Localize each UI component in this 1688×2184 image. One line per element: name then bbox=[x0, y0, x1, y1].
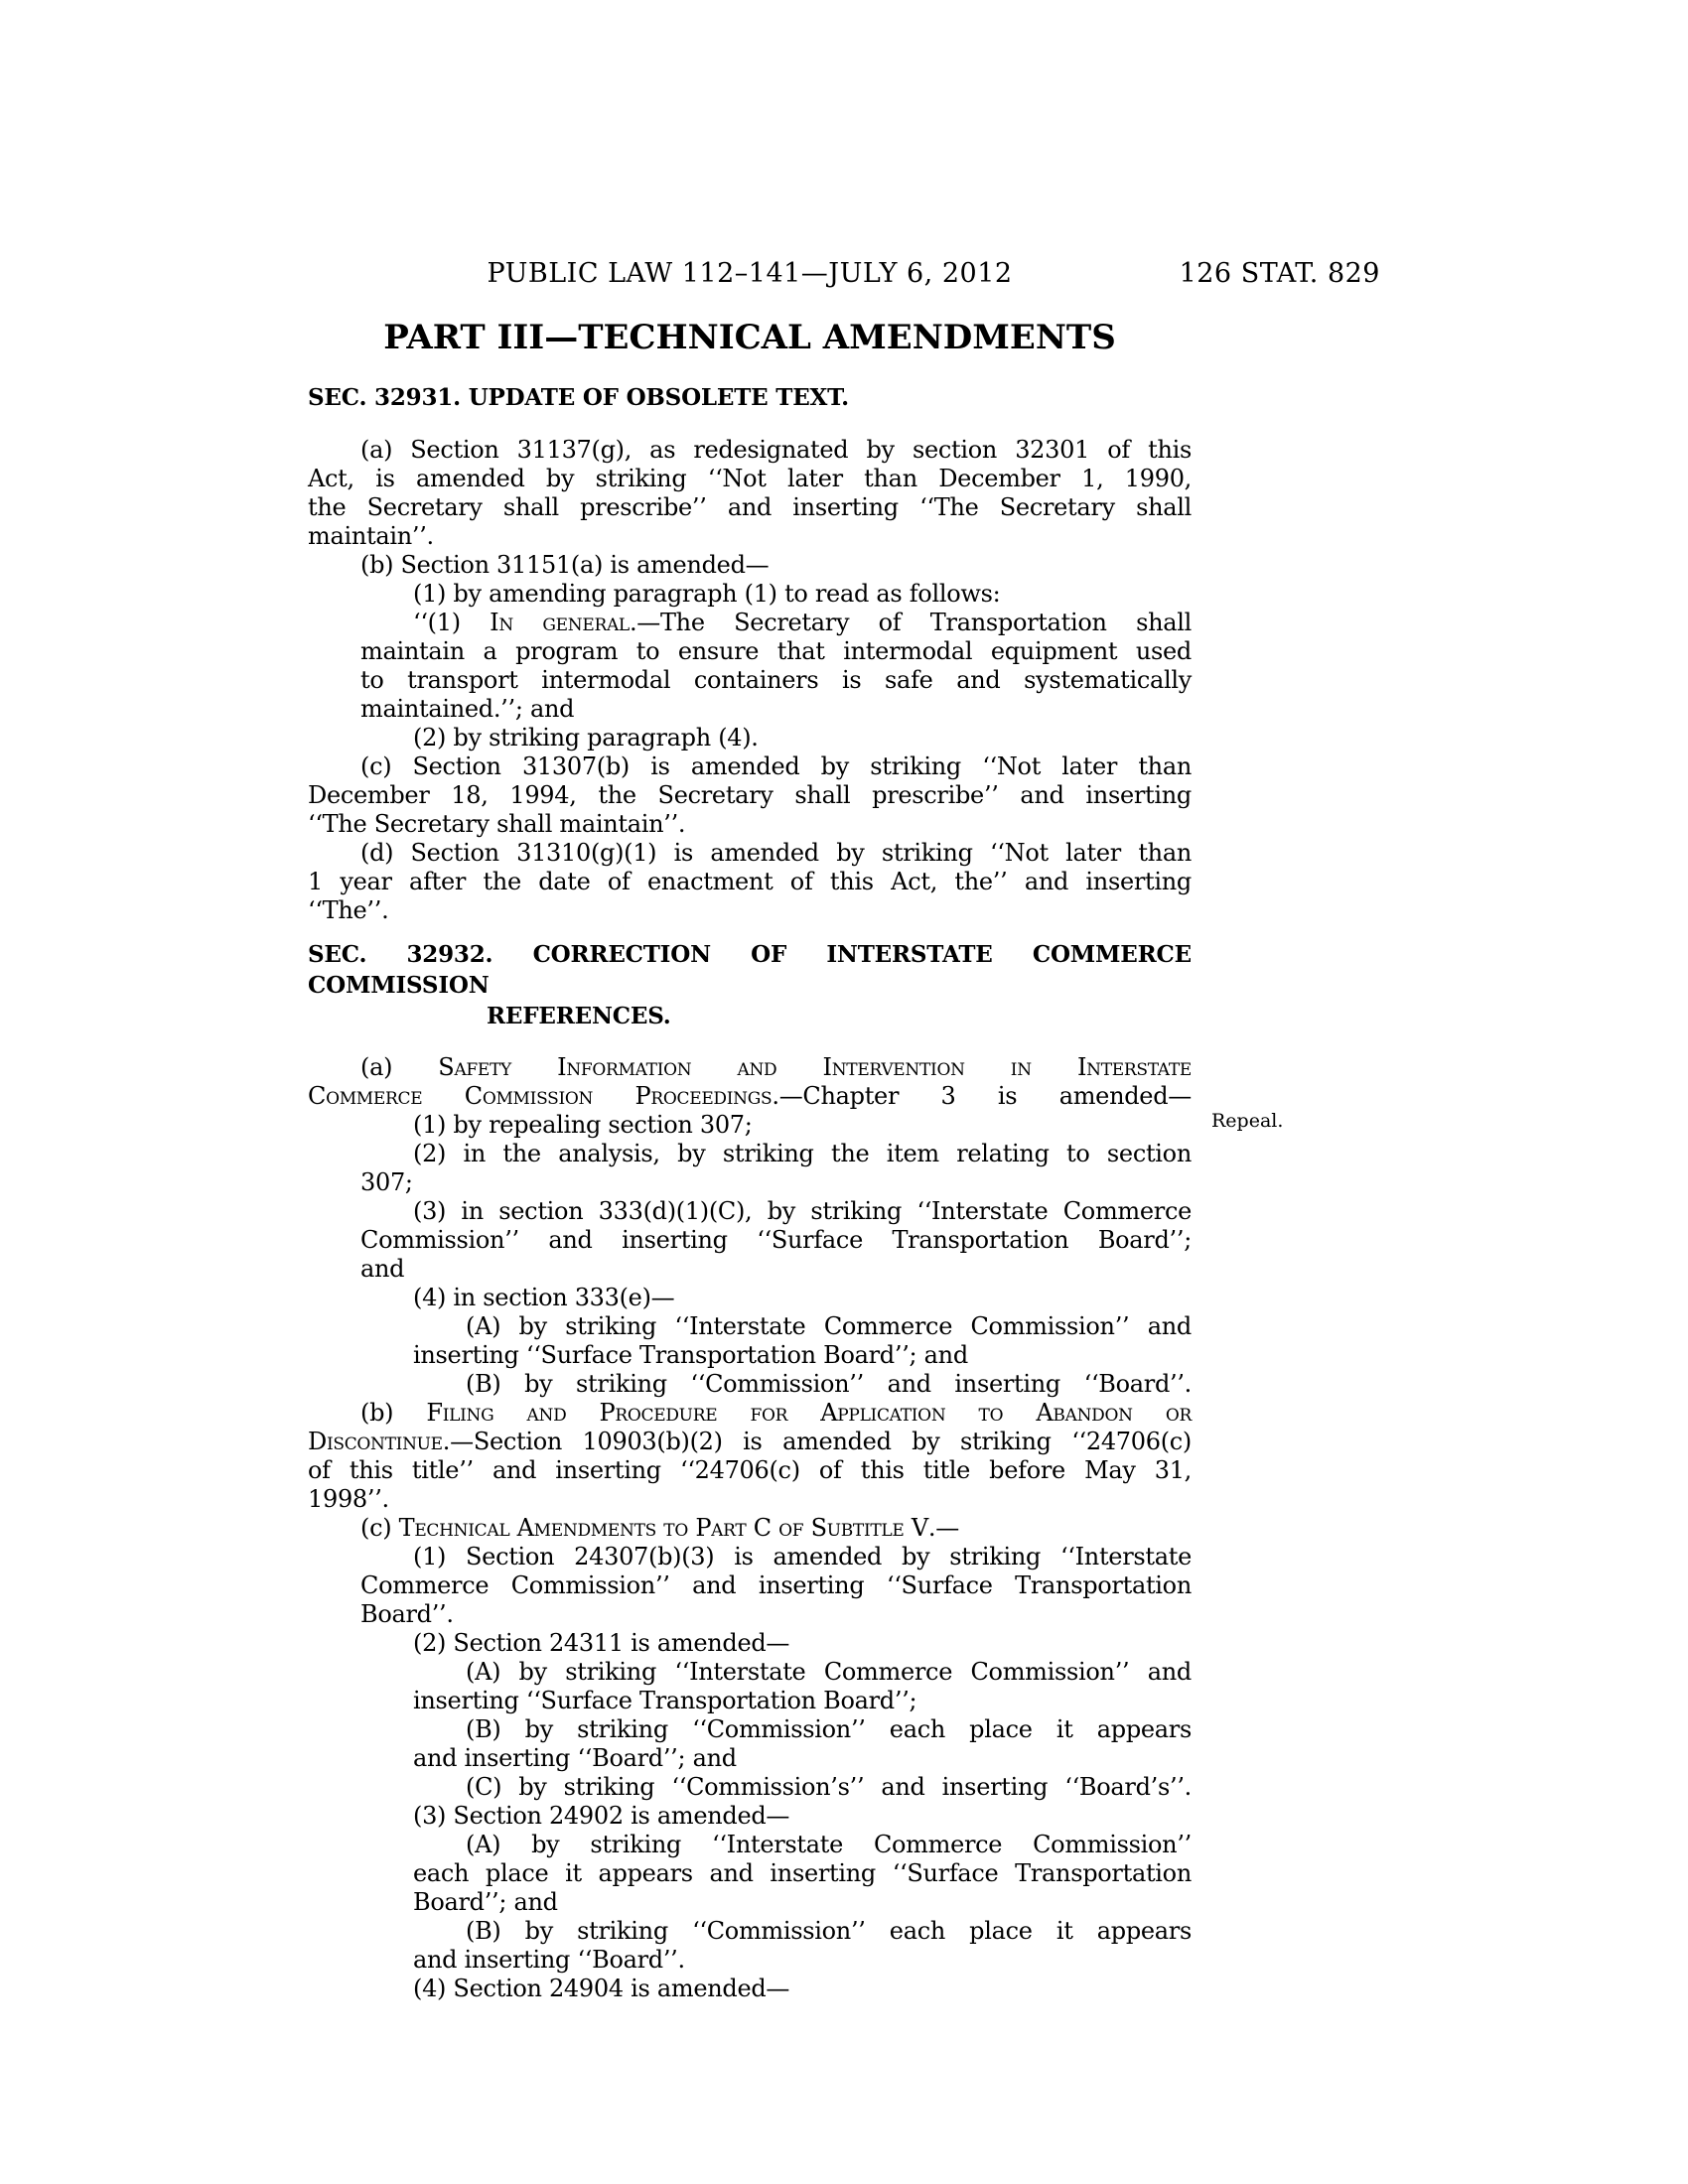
text-run: (A) by striking ‘‘Interstate Commerce Commission’’ and bbox=[466, 1658, 1192, 1686]
text-run: (c) bbox=[360, 1514, 399, 1542]
text-line bbox=[308, 383, 1192, 413]
small-caps-text: Commerce Commission Proceedings bbox=[308, 1082, 773, 1110]
paragraph bbox=[308, 1197, 1192, 1284]
section-heading bbox=[308, 939, 1192, 1031]
paragraph bbox=[308, 1715, 1192, 1773]
margin-note-repeal: Repeal. bbox=[1211, 1110, 1284, 1132]
paragraph bbox=[308, 1110, 1284, 1140]
text-line bbox=[308, 522, 1192, 551]
text-line bbox=[308, 1255, 1192, 1284]
text-run: .—Chapter 3 is amended— bbox=[772, 1082, 1192, 1110]
text-line bbox=[308, 1859, 1192, 1888]
text-line bbox=[308, 1226, 1192, 1255]
paragraph bbox=[308, 1629, 1192, 1658]
text-run: ‘‘(1) I bbox=[413, 609, 499, 636]
text-run: (1) by amending paragraph (1) to read as follows: bbox=[413, 580, 1001, 608]
text-line bbox=[308, 1975, 1192, 2003]
small-caps-text: Technical Amendments to Part C of Subtitle V bbox=[398, 1514, 928, 1542]
paragraph bbox=[308, 724, 1192, 752]
text-line bbox=[308, 1831, 1192, 1859]
text-line bbox=[308, 637, 1192, 666]
text-line bbox=[308, 551, 1192, 580]
paragraph bbox=[308, 609, 1192, 724]
paragraph bbox=[308, 1399, 1192, 1514]
text-run: (a) Section 31137(g), as redesignated by section 32301 of this bbox=[360, 436, 1192, 464]
text-run: December 18, 1994, the Secretary shall prescribe’’ and inserting bbox=[308, 781, 1192, 809]
text-run: (2) Section 24311 is amended— bbox=[413, 1629, 790, 1657]
text-run: .— bbox=[927, 1514, 959, 1542]
running-header-law-citation: PUBLIC LAW 112–141—JULY 6, 2012 bbox=[487, 258, 1013, 289]
paragraph bbox=[308, 752, 1192, 839]
text-run: (C) by striking ‘‘Commission’s’’ and inserting ‘‘Board’s’’. bbox=[466, 1773, 1192, 1801]
text-run: inserting ‘‘Surface Transportation Board’’; bbox=[413, 1687, 917, 1714]
text-run: (A) by striking ‘‘Interstate Commerce Commission’’ bbox=[466, 1831, 1192, 1858]
paragraph bbox=[308, 839, 1192, 925]
text-run: .—Section 10903(b)(2) is amended by striking ‘‘24706(c) bbox=[442, 1428, 1192, 1455]
text-run: Act, is amended by striking ‘‘Not later than December 1, 1990, bbox=[308, 465, 1192, 492]
text-run: (a) bbox=[360, 1053, 439, 1081]
text-line bbox=[308, 493, 1192, 522]
small-caps-text: n general bbox=[498, 609, 630, 636]
paragraph bbox=[308, 1370, 1192, 1399]
text-run: and bbox=[360, 1255, 405, 1283]
text-line bbox=[308, 1168, 1192, 1197]
section-heading bbox=[308, 383, 1192, 413]
text-line bbox=[308, 465, 1192, 493]
text-line bbox=[308, 1341, 1192, 1370]
text-line bbox=[308, 695, 1192, 724]
text-line bbox=[308, 1399, 1192, 1428]
text-line bbox=[308, 1543, 1192, 1571]
text-line bbox=[308, 1571, 1192, 1600]
text-line bbox=[308, 1744, 1192, 1773]
paragraph bbox=[308, 1543, 1192, 1629]
paragraph bbox=[308, 1917, 1192, 1975]
text-line bbox=[308, 1687, 1192, 1715]
text-run: to transport intermodal containers is safe and systematically bbox=[360, 666, 1192, 694]
text-line bbox=[308, 1917, 1192, 1946]
text-run: Board’’; and bbox=[413, 1888, 558, 1916]
text-run: (4) in section 333(e)— bbox=[413, 1284, 675, 1311]
text-run: ‘‘The’’. bbox=[308, 896, 389, 924]
text-run: (B) by striking ‘‘Commission’’ and inserting ‘‘Board’’. bbox=[466, 1370, 1192, 1398]
text-line bbox=[308, 666, 1192, 695]
text-run: REFERENCES. bbox=[487, 1003, 671, 1029]
text-run: the Secretary shall prescribe’’ and inserting ‘‘The Secretary shall bbox=[308, 493, 1192, 521]
text-line bbox=[308, 896, 1192, 925]
text-line bbox=[308, 580, 1192, 609]
text-run: 307; bbox=[360, 1168, 413, 1196]
text-line bbox=[308, 1456, 1192, 1485]
text-line bbox=[308, 1946, 1192, 1975]
text-column bbox=[308, 318, 1284, 2003]
text-line bbox=[308, 609, 1192, 637]
text-line bbox=[308, 1715, 1192, 1744]
paragraph bbox=[308, 1053, 1192, 1111]
small-caps-text: Discontinue bbox=[308, 1428, 443, 1455]
paragraph bbox=[308, 551, 1192, 580]
text-line bbox=[308, 781, 1192, 810]
text-line bbox=[308, 1658, 1192, 1687]
text-line bbox=[308, 752, 1192, 781]
paragraph bbox=[308, 1773, 1192, 1802]
text-run: inserting ‘‘Surface Transportation Board’’; and bbox=[413, 1341, 968, 1369]
text-run: (b) bbox=[360, 1399, 427, 1427]
text-run: SEC. 32932. CORRECTION OF INTERSTATE COMMERCE COMMISSION bbox=[308, 941, 1192, 999]
text-line bbox=[308, 1802, 1192, 1831]
document-blocks bbox=[308, 383, 1284, 2003]
paragraph bbox=[308, 580, 1192, 609]
text-run: maintained.’’; and bbox=[360, 695, 575, 723]
text-line bbox=[308, 1197, 1192, 1226]
text-line bbox=[308, 810, 1192, 839]
text-line bbox=[308, 1514, 1192, 1543]
paragraph bbox=[308, 1831, 1192, 1917]
text-line bbox=[308, 1370, 1192, 1399]
text-run: and inserting ‘‘Board’’. bbox=[413, 1946, 685, 1974]
text-line bbox=[308, 839, 1192, 868]
text-run: (1) Section 24307(b)(3) is amended by striking ‘‘Interstate bbox=[413, 1543, 1192, 1570]
text-line bbox=[308, 436, 1192, 465]
paragraph bbox=[308, 1658, 1192, 1715]
text-run: ‘‘The Secretary shall maintain’’. bbox=[308, 810, 686, 838]
text-line bbox=[308, 939, 1192, 1001]
text-line bbox=[308, 1082, 1192, 1111]
text-run: each place it appears and inserting ‘‘Surface Transportation bbox=[413, 1859, 1192, 1887]
text-run: (A) by striking ‘‘Interstate Commerce Commission’’ and bbox=[466, 1312, 1192, 1340]
text-line bbox=[308, 1001, 1192, 1031]
paragraph bbox=[308, 1284, 1192, 1312]
text-run: .—The Secretary of Transportation shall bbox=[629, 609, 1193, 636]
text-run: (d) Section 31310(g)(1) is amended by striking ‘‘Not later than bbox=[360, 839, 1192, 867]
text-run: 1998’’. bbox=[308, 1485, 389, 1513]
text-run: (b) Section 31151(a) is amended— bbox=[360, 551, 770, 579]
text-run: Commission’’ and inserting ‘‘Surface Transportation Board’’; bbox=[360, 1226, 1192, 1254]
text-run: Board’’. bbox=[360, 1600, 454, 1628]
small-caps-text: Filing and Procedure for Application to Abandon or bbox=[426, 1399, 1192, 1427]
text-line bbox=[308, 1053, 1192, 1082]
paragraph bbox=[308, 436, 1192, 551]
text-line bbox=[308, 1312, 1192, 1341]
text-run: 1 year after the date of enactment of this Act, the’’ and inserting bbox=[308, 868, 1192, 895]
small-caps-text: Safety Information and Intervention in Interstate bbox=[438, 1053, 1193, 1081]
text-run: maintain’’. bbox=[308, 522, 434, 550]
paragraph bbox=[308, 1802, 1192, 1831]
text-run: (3) Section 24902 is amended— bbox=[413, 1802, 790, 1830]
text-line bbox=[308, 1284, 1192, 1312]
text-run: maintain a program to ensure that intermodal equipment used bbox=[360, 637, 1192, 665]
paragraph bbox=[308, 1514, 1192, 1543]
text-line bbox=[308, 724, 1192, 752]
running-header-stat-page-number: 126 STAT. 829 bbox=[1179, 258, 1380, 289]
text-line bbox=[308, 1600, 1192, 1629]
text-run: (B) by striking ‘‘Commission’’ each place it appears bbox=[466, 1715, 1192, 1743]
text-run: (2) in the analysis, by striking the item relating to section bbox=[413, 1140, 1192, 1167]
paragraph bbox=[308, 1312, 1192, 1370]
text-run: (3) in section 333(d)(1)(C), by striking ‘‘Interstate Commerce bbox=[413, 1197, 1192, 1225]
text-run: of this title’’ and inserting ‘‘24706(c) of this title before May 31, bbox=[308, 1456, 1192, 1484]
text-line bbox=[308, 1629, 1192, 1658]
text-run: (1) by repealing section 307; bbox=[413, 1111, 753, 1139]
text-line bbox=[308, 1773, 1192, 1802]
text-run: SEC. 32931. UPDATE OF OBSOLETE TEXT. bbox=[308, 384, 849, 411]
text-run: (c) Section 31307(b) is amended by striking ‘‘Not later than bbox=[360, 752, 1192, 780]
text-line bbox=[308, 1485, 1192, 1514]
paragraph bbox=[308, 1140, 1192, 1197]
paragraph bbox=[308, 1975, 1192, 2003]
text-line bbox=[308, 868, 1192, 896]
text-line bbox=[308, 1428, 1192, 1456]
text-run: (4) Section 24904 is amended— bbox=[413, 1975, 790, 2002]
text-line bbox=[308, 1110, 1284, 1140]
text-run: (B) by striking ‘‘Commission’’ each place it appears bbox=[466, 1917, 1192, 1945]
text-run: (2) by striking paragraph (4). bbox=[413, 724, 759, 751]
part-title: PART III—TECHNICAL AMENDMENTS bbox=[383, 318, 1116, 357]
text-run: and inserting ‘‘Board’’; and bbox=[413, 1744, 737, 1772]
text-line bbox=[308, 1888, 1192, 1917]
text-line bbox=[308, 1140, 1192, 1168]
text-run: Commerce Commission’’ and inserting ‘‘Surface Transportation bbox=[360, 1571, 1192, 1599]
